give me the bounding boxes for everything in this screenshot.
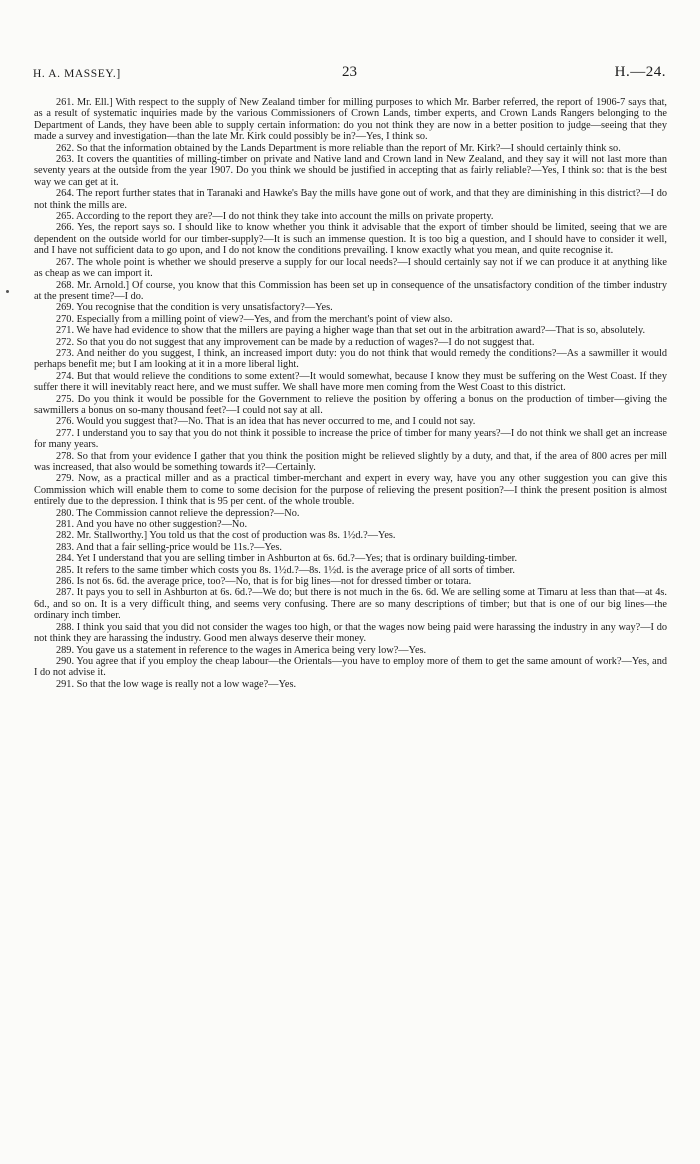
paragraph-287: 287. It pays you to sell in Ashburton at 6s. 6d.?—We do; but there is not much in the 6s. 6d. We are selling some at Timaru at less than that—at 4s. 6d., and so on. It is a very difficult thing, and seems very confusing. There are so many descriptions of timber; but that is one of our big lines—the ordinary inch timber. [34,587,667,622]
header-witness-name: H. A. MASSEY.] [33,68,121,80]
paragraph-278: 278. So that from your evidence I gather that you think the position might be relieved slightly by a duty, and that, if the area of 800 acres per mill was increased, that also would be something towards it?—Certainly. [34,450,667,473]
paragraph-274: 274. But that would relieve the conditions to some extent?—It would somewhat, because I know they must be suffering on the West Coast. If they suffer there it will inevitably react here, and we must suffer. We shall have more men coming from the West Coast to this district. [34,370,667,394]
paragraph-270: 270. Especially from a milling point of view?—Yes, and from the merchant's point of view also. [56,313,453,325]
paragraph-267: 267. The whole point is whether we should preserve a supply for our local needs?—I should certainly say not if we can produce it at anything like as cheap as we can import it. [34,256,667,280]
paragraph-275: 275. Do you think it would be possible for the Government to relieve the position by offering a bonus on the production of timber—giving the sawmillers a bonus on so-many thousand feet?—I could not say at all. [34,393,667,416]
paragraph-283: 283. And that a fair selling-price would be 11s.?—Yes. [56,541,282,553]
paragraph-280: 280. The Commission cannot relieve the depression?—No. [56,507,300,519]
paragraph-288: 288. I think you said that you did not consider the wages too high, or that the wages now being paid were harassing the industry in any way?—I do not think they are harassing the industry. Good men always deserve their money. [34,621,667,645]
page-number: 23 [342,64,357,80]
paragraph-276: 276. Would you suggest that?—No. That is an idea that has never occurred to me, and I could not say. [56,416,476,428]
paragraph-285: 285. It refers to the same timber which costs you 8s. 1½d.?—8s. 1½d. is the average price of all sorts of timber. [56,564,515,576]
paragraph-291: 291. So that the low wage is really not a low wage?—Yes. [56,678,297,690]
paragraph-268: 268. Mr. Arnold.] Of course, you know that this Commission has been set up in consequence of the unsatisfactory condition of the timber industry at the present time?—I do. [34,279,667,302]
paragraph-272: 272. So that you do not suggest that any improvement can be made by a reduction of wages?—I do not suggest that. [56,336,535,348]
document-reference: H.—24. [614,64,666,80]
paragraph-273: 273. And neither do you suggest, I think, an increased import duty: you do not think that would remedy the conditions?—As a sawmiller it would perhaps benefit me; but I am looking at it in a more liberal light. [34,347,667,371]
paragraph-286: 286. Is not 6s. 6d. the average price, too?—No, that is for big lines—not for dressed timber or totara. [56,576,472,588]
paragraph-265: 265. According to the report they are?—I do not think they take into account the mills on private property. [56,211,494,223]
paragraph-263: 263. It covers the quantities of milling-timber on private and Native land and Crown land in New Zealand, and they say it will not last more than seventy years at the outside from the year 1907. Do you think we should be justified in accepting that as fairly reliable?—Yes, I think so: that is the best way we can get at it. [34,154,667,188]
paragraph-266: 266. Yes, the report says so. I should like to know whether you think it advisable that the export of timber should be limited, seeing that we are dependent on the outside world for our timber-supply?—It is such an immense question. It is too big a question, and I should have to consider it well, and I have not sufficient data to go upon, and I do not know the conditions prevailing. I know exactly what you mean, and quite recognise it. [34,222,667,257]
paragraph-279: 279. Now, as a practical miller and as a practical timber-merchant and expert in every way, have you any other suggestion you can give this Commission which will enable them to come to some decision for the purpose of relieving the present position?—I think the present position is almost entirely due to the depression. I think that is 95 per cent. of the whole trouble. [34,473,667,508]
paragraph-262: 262. So that the information obtained by the Lands Department is more reliable than the report of Mr. Kirk?—I should certainly think so. [56,142,621,154]
paragraph-289: 289. You gave us a statement in reference to the wages in America being very low?—Yes. [56,644,427,656]
paragraph-264: 264. The report further states that in Taranaki and Hawke's Bay the mills have gone out of work, and that they are diminishing in this district?—I do not think the mills are. [34,188,667,211]
paragraph-271: 271. We have had evidence to show that the millers are paying a higher wage than that set out in the arbitration award?—That is so, absolutely. [56,325,646,337]
page-header [33,64,666,84]
paragraph-261: 261. Mr. Ell.] With respect to the supply of New Zealand timber for milling purposes to which Mr. Barber referred, the report of 1906-7 says that, as a result of systematic inquiries made by the various Commissioners of Crown Lands, timber experts, and Crown Lands Rangers belonging to the Department of Lands, they have been able to supply certain information: do you not think they are now in a better position to judge—seeing that they made a survey and investigation—than the late Mr. Kirk could possibly be in?—Yes, I think so. [34,97,667,143]
paragraph-281: 281. And you have no other suggestion?—No. [56,519,248,531]
evidence-body [34,97,667,690]
paragraph-277: 277. I understand you to say that you do not think it possible to increase the price of timber for many years?—I do not think we shall get an increase for many years. [34,427,667,451]
margin-mark [6,290,9,293]
paragraph-269: 269. You recognise that the condition is very unsatisfactory?—Yes. [56,302,333,314]
paragraph-284: 284. Yet I understand that you are selling timber in Ashburton at 6s. 6d.?—Yes; that is ordinary building-timber. [56,553,518,565]
paragraph-282: 282. Mr. Stallworthy.] You told us that the cost of production was 8s. 1½d.?—Yes. [56,530,396,542]
paragraph-290: 290. You agree that if you employ the cheap labour—the Orientals—you have to employ more of them to get the same amount of work?—Yes, and I do not advise it. [34,655,667,679]
